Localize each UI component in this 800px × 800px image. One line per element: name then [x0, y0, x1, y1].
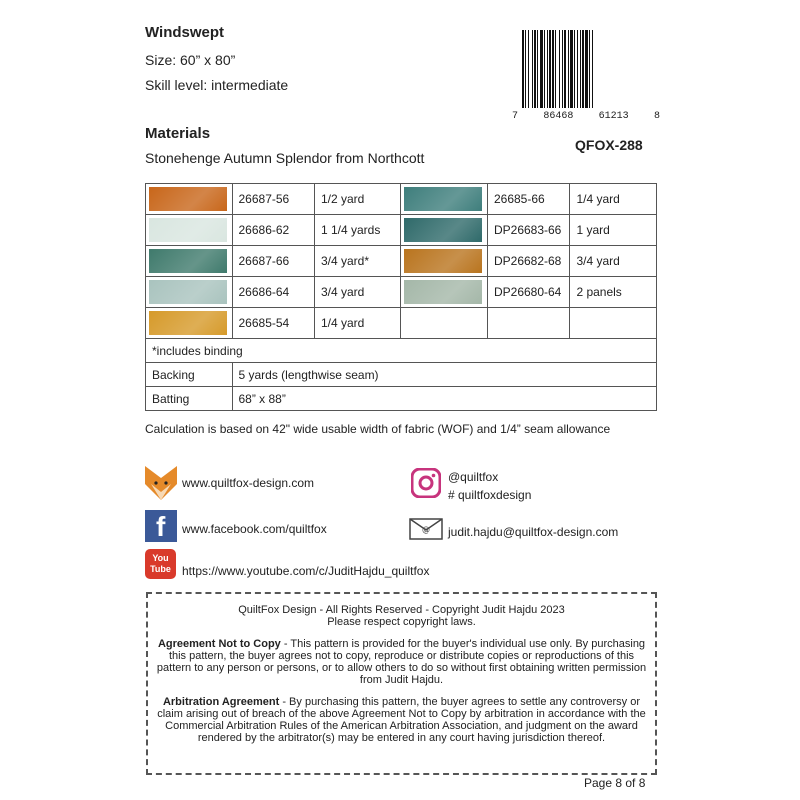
copyright-line: QuiltFox Design - All Rights Reserved - Copyright Judit Hajdu 2023 [238, 604, 565, 616]
fabric-quantity: 3/4 yard* [314, 246, 401, 277]
youtube-icon [145, 549, 176, 579]
barcode-bar [564, 30, 566, 108]
fabric-code: DP26680-64 [487, 277, 569, 308]
agreement-text: - This pattern is provided for the buyer's individual use only. By purchasing this pattern, the buyer agrees not to copy, reproduce or distribute copies or reproductions of this pattern to any person or persons, or to allow others to do so without first obtaining written permission from Judit Hajdu. [156, 638, 647, 686]
barcode-digit-group: 86468 [543, 111, 574, 122]
fabric-swatch-cell [146, 246, 233, 277]
fabric-code: 26685-54 [232, 308, 314, 339]
batting-label: Batting [146, 387, 233, 411]
calculation-note: Calculation is based on 42" wide usable width of fabric (WOF) and 1/4” seam allowance [145, 422, 611, 436]
email-icon [409, 518, 443, 540]
barcode-bar [562, 30, 563, 108]
fabric-swatch-cell [146, 308, 233, 339]
fabric-swatch-cell [401, 277, 488, 308]
fabric-collection: Stonehenge Autumn Splendor from Northcott [145, 150, 425, 166]
barcode-bar [522, 30, 524, 108]
fabric-code: 26686-62 [232, 215, 314, 246]
fabric-swatch-cell [401, 184, 488, 215]
fabric-quantity: 1 yard [570, 215, 657, 246]
website-link[interactable]: www.quiltfox-design.com [182, 476, 315, 490]
fabric-swatch-cell [401, 215, 488, 246]
barcode-bar [532, 30, 533, 108]
copyright-respect: Please respect copyright laws. [327, 616, 476, 628]
barcode-bar [537, 30, 538, 108]
instagram-handle: @quiltfox [448, 470, 499, 484]
table-row [146, 387, 657, 411]
fabric-code: 26687-56 [232, 184, 314, 215]
barcode-bar [577, 30, 578, 108]
barcode-bar [574, 30, 575, 108]
fabric-quantity [570, 308, 657, 339]
fabric-swatch [404, 187, 482, 211]
table-row [146, 308, 657, 339]
fabric-swatch [404, 280, 482, 304]
fox-logo-icon [145, 466, 177, 500]
barcode-bar [534, 30, 536, 108]
fabric-quantity: 3/4 yard [570, 246, 657, 277]
fabric-swatch [149, 249, 227, 273]
barcode-digit-group: 61213 [598, 111, 629, 122]
barcode-bar [525, 30, 526, 108]
barcode-bar [580, 30, 581, 108]
fabric-swatch [149, 280, 227, 304]
fabric-swatch [404, 218, 482, 242]
barcode-bar [570, 30, 573, 108]
fabric-swatch [149, 187, 227, 211]
barcode-digit-group: 7 [512, 111, 519, 122]
fabric-quantity: 2 panels [570, 277, 657, 308]
fabric-code: 26687-66 [232, 246, 314, 277]
barcode-bar [544, 30, 545, 108]
pattern-title: Windswept [145, 24, 225, 41]
backing-value: 5 yards (lengthwise seam) [232, 363, 657, 387]
fabric-quantity: 3/4 yard [314, 277, 401, 308]
fabric-quantity: 1/2 yard [314, 184, 401, 215]
binding-note: *includes binding [146, 339, 657, 363]
barcode-bar [589, 30, 590, 108]
agreement-title: Agreement Not to Copy [157, 638, 281, 650]
table-row [146, 277, 657, 308]
barcode-bar [547, 30, 548, 108]
barcode-bar [549, 30, 551, 108]
facebook-icon: f [145, 510, 177, 542]
barcode-bar [555, 30, 556, 108]
skill-level: Skill level: intermediate [145, 77, 289, 93]
fabric-code: 26686-64 [232, 277, 314, 308]
agreement-paragraph [156, 638, 647, 686]
pattern-size: Size: 60” x 80” [145, 52, 236, 68]
page-number: Page 8 of 8 [584, 776, 646, 790]
barcode-bar [582, 30, 584, 108]
fabric-code: DP26683-66 [487, 215, 569, 246]
table-row [146, 339, 657, 363]
fabric-code [487, 308, 569, 339]
fabric-code: DP26682-68 [487, 246, 569, 277]
instagram-hashtag: # quiltfoxdesign [448, 488, 532, 502]
youtube-link[interactable]: https://www.youtube.com/c/JuditHajdu_quiltfox [182, 564, 430, 578]
copyright-notice [146, 592, 657, 775]
youtube-icon-label: You Tube [150, 553, 171, 574]
barcode-bar [568, 30, 569, 108]
materials-table [145, 183, 657, 411]
fabric-swatch-cell [146, 184, 233, 215]
barcode-bar [559, 30, 560, 108]
fabric-swatch-cell [146, 215, 233, 246]
arbitration-text: - By purchasing this pattern, the buyer agrees to settle any controversy or claim arising out of breach of the above Agreement Not to Copy by arbitration in accordance with the Commercial Arbitration Rules of the American Arbitration Association, and judgment on the award rendered by the arbitrator(s) may be entered in any court having jurisdiction thereof. [157, 696, 646, 744]
copyright-intro [156, 604, 647, 628]
fabric-swatch [404, 249, 482, 273]
fabric-code: 26685-66 [487, 184, 569, 215]
fabric-swatch-cell [401, 246, 488, 277]
backing-label: Backing [146, 363, 233, 387]
barcode-digits [512, 111, 660, 122]
fabric-swatch-cell [401, 308, 488, 339]
arbitration-paragraph [156, 696, 647, 744]
fabric-swatch [149, 311, 227, 335]
arbitration-title: Arbitration Agreement [162, 696, 280, 708]
table-row [146, 363, 657, 387]
table-row [146, 246, 657, 277]
barcode [520, 30, 653, 112]
sku-code: QFOX-288 [575, 137, 643, 153]
barcode-bar [552, 30, 554, 108]
fabric-swatch [149, 218, 227, 242]
fabric-swatch-cell [146, 277, 233, 308]
facebook-link[interactable]: www.facebook.com/quiltfox [182, 522, 327, 536]
barcode-bar [540, 30, 543, 108]
barcode-bar [528, 30, 529, 108]
barcode-bar [592, 30, 593, 108]
fabric-quantity: 1/4 yard [314, 308, 401, 339]
instagram-icon [411, 468, 441, 498]
barcode-digit-group: 8 [653, 111, 660, 122]
table-row [146, 184, 657, 215]
batting-value: 68” x 88” [232, 387, 657, 411]
svg-text:@: @ [422, 525, 430, 534]
materials-heading: Materials [145, 125, 211, 142]
email-link[interactable]: judit.hajdu@quiltfox-design.com [448, 525, 619, 539]
fabric-quantity: 1 1/4 yards [314, 215, 401, 246]
table-row [146, 215, 657, 246]
barcode-bar [585, 30, 588, 108]
fabric-quantity: 1/4 yard [570, 184, 657, 215]
